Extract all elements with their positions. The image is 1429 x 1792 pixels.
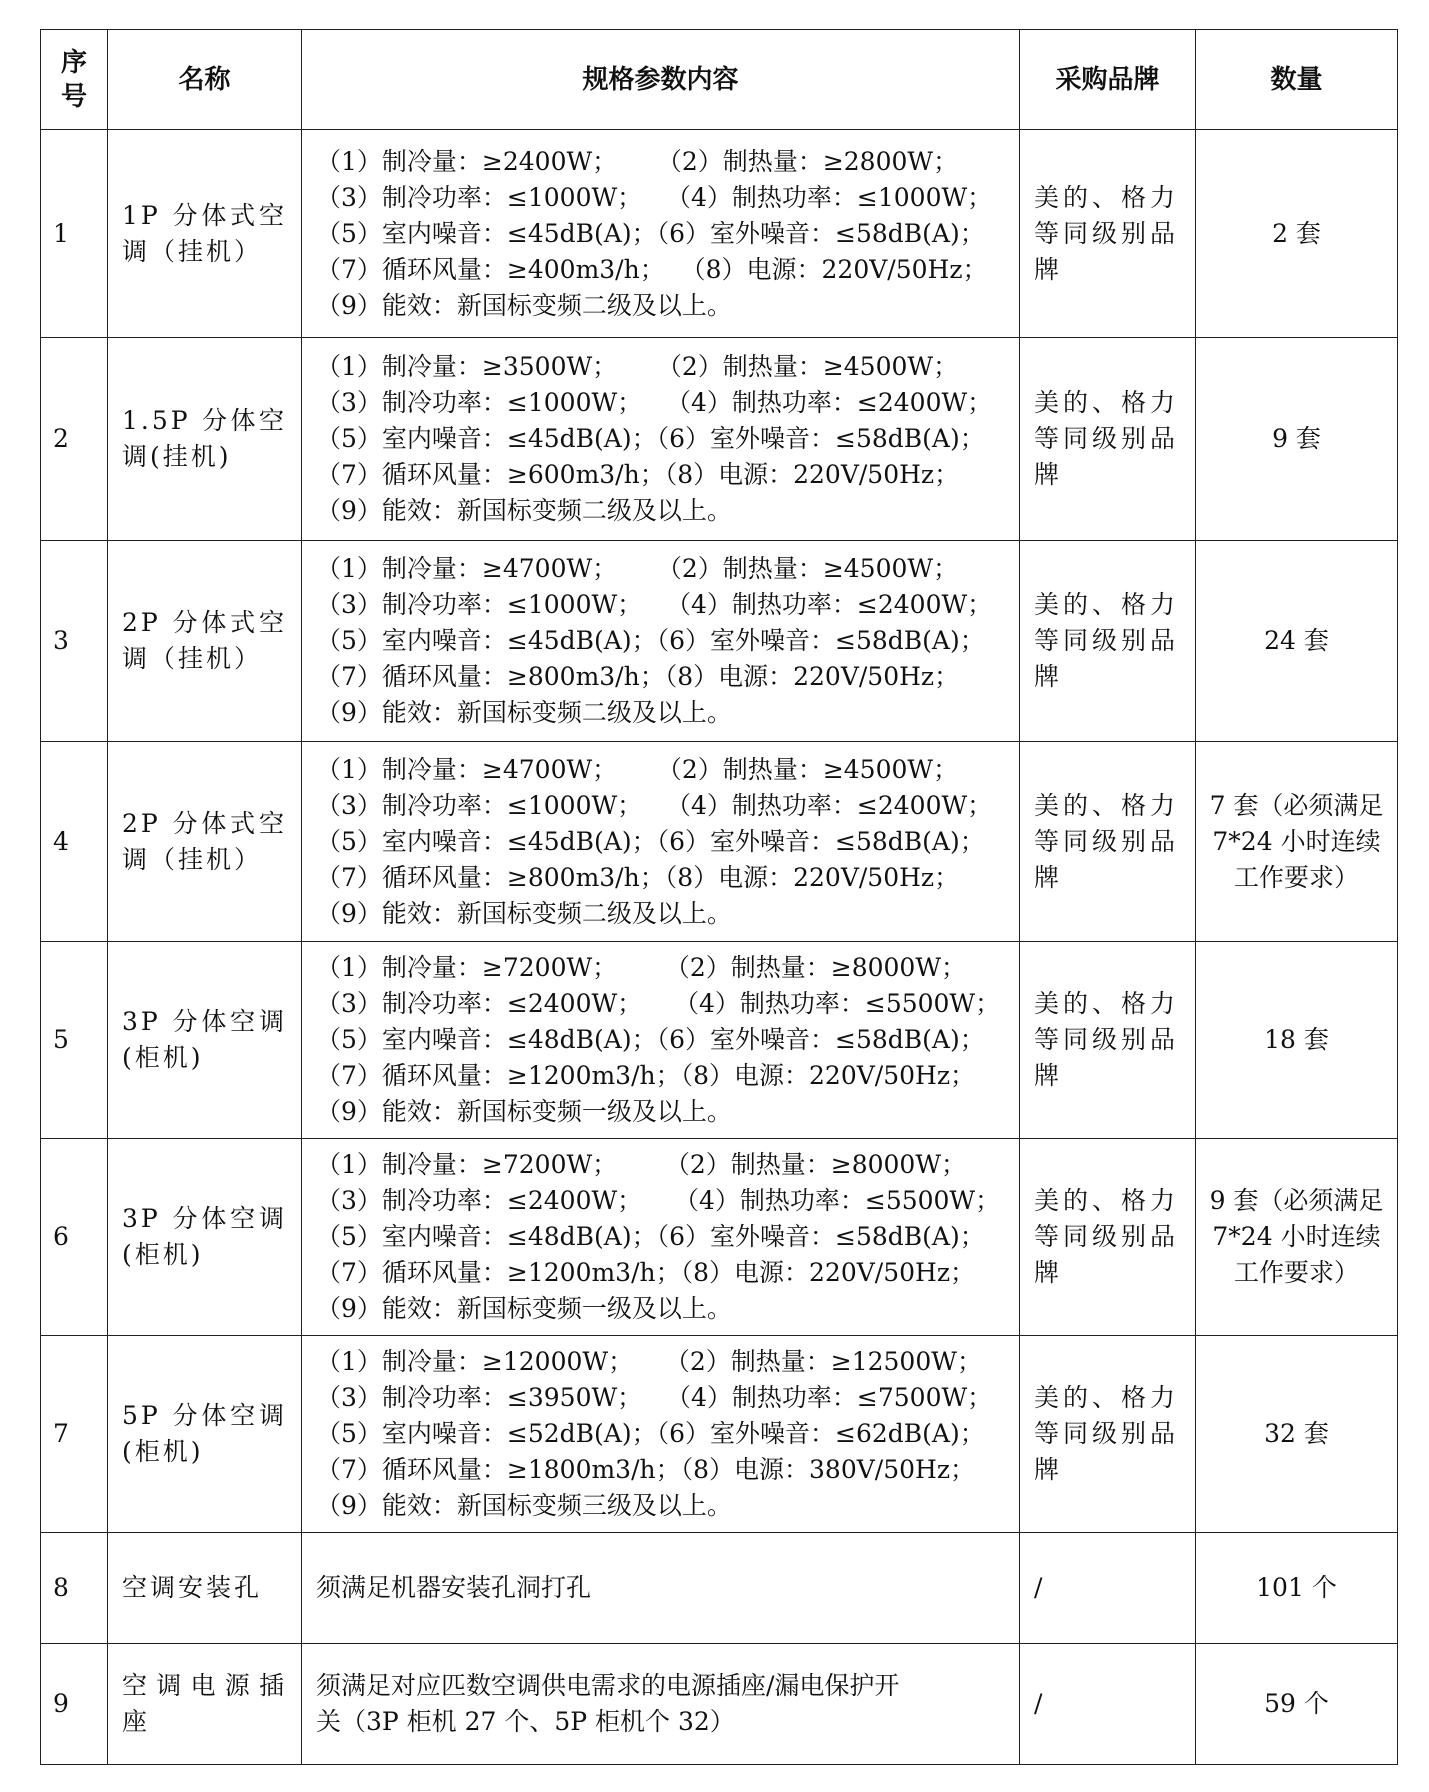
table-row	[41, 1336, 1398, 1533]
table-row	[41, 1644, 1398, 1765]
spec-line: （5）室内噪音：≤52dB(A)；（6）室外噪音：≤62dB(A)；	[316, 1419, 985, 1448]
brand: /	[1020, 1533, 1196, 1644]
table-body	[41, 130, 1398, 1765]
table-row	[41, 1139, 1398, 1336]
spec-line: （7）循环风量：≥1800m3/h；（8）电源：380V/50Hz；	[316, 1455, 975, 1484]
spec-line: （9）能效：新国标变频一级及以上。	[316, 1294, 732, 1323]
header-name: 名称	[108, 30, 302, 130]
row-number: 4	[41, 742, 108, 942]
item-name: 2P 分体式空调（挂机）	[108, 541, 302, 742]
header-spec: 规格参数内容	[302, 30, 1020, 130]
spec-line: （3）制冷功率：≤2400W； （4）制热功率：≤5500W；	[316, 989, 1001, 1018]
spec-content	[302, 1533, 1020, 1644]
spec-line: （7）循环风量：≥800m3/h；（8）电源：220V/50Hz；	[316, 662, 960, 691]
quantity: 9 套	[1196, 338, 1398, 541]
spec-line: （9）能效：新国标变频一级及以上。	[316, 1097, 732, 1126]
spec-content	[302, 541, 1020, 742]
header-no: 序号	[41, 30, 108, 130]
quantity: 2 套	[1196, 130, 1398, 338]
spec-line: （7）循环风量：≥600m3/h；（8）电源：220V/50Hz；	[316, 460, 960, 489]
row-number: 6	[41, 1139, 108, 1336]
quantity: 18 套	[1196, 942, 1398, 1139]
spec-line: （1）制冷量：≥7200W； （2）制热量：≥8000W；	[316, 953, 967, 982]
spec-line: 须满足对应匹数空调供电需求的电源插座/漏电保护开	[316, 1671, 900, 1700]
item-name: 3P 分体空调(柜机)	[108, 1139, 302, 1336]
header-brand: 采购品牌	[1020, 30, 1196, 130]
quantity: 59 个	[1196, 1644, 1398, 1765]
brand: 美的、格力等同级别品牌	[1020, 338, 1196, 541]
spec-line: （1）制冷量：≥3500W； （2）制热量：≥4500W；	[316, 352, 959, 381]
spec-content	[302, 130, 1020, 338]
spec-content	[302, 1139, 1020, 1336]
procurement-table	[40, 29, 1398, 1765]
item-name: 1P 分体式空调（挂机）	[108, 130, 302, 338]
item-name: 1.5P 分体空调(挂机)	[108, 338, 302, 541]
brand: /	[1020, 1644, 1196, 1765]
table-row	[41, 942, 1398, 1139]
spec-line: （1）制冷量：≥4700W； （2）制热量：≥4500W；	[316, 754, 959, 784]
row-number: 9	[41, 1644, 108, 1765]
spec-line: （3）制冷功率：≤2400W； （4）制热功率：≤5500W；	[316, 1186, 1001, 1215]
spec-line: （9）能效：新国标变频二级及以上。	[316, 496, 732, 525]
item-name: 2P 分体式空调（挂机）	[108, 742, 302, 942]
table-row	[41, 541, 1398, 742]
table-row	[41, 1533, 1398, 1644]
quantity: 7 套（必须满足7*24 小时连续工作要求）	[1196, 742, 1398, 942]
spec-line: 须满足机器安装孔洞打孔	[316, 1573, 592, 1602]
table-row	[41, 338, 1398, 541]
spec-line: （5）室内噪音：≤45dB(A)；（6）室外噪音：≤58dB(A)；	[316, 626, 985, 655]
item-name: 空调电源插座	[108, 1644, 302, 1765]
row-number: 2	[41, 338, 108, 541]
spec-line: （5）室内噪音：≤48dB(A)；（6）室外噪音：≤58dB(A)；	[316, 1025, 985, 1054]
spec-line: （7）循环风量：≥1200m3/h；（8）电源：220V/50Hz；	[316, 1061, 975, 1090]
table-row	[41, 742, 1398, 942]
spec-line: （5）室内噪音：≤45dB(A)；（6）室外噪音：≤58dB(A)；	[316, 218, 985, 248]
spec-line: （3）制冷功率：≤1000W； （4）制热功率：≤2400W；	[316, 790, 993, 820]
spec-content	[302, 742, 1020, 942]
spec-line: （5）室内噪音：≤45dB(A)；（6）室外噪音：≤58dB(A)；	[316, 424, 985, 453]
row-number: 8	[41, 1533, 108, 1644]
row-number: 7	[41, 1336, 108, 1533]
spec-line: （9）能效：新国标变频二级及以上。	[316, 290, 732, 320]
spec-line: （1）制冷量：≥7200W； （2）制热量：≥8000W；	[316, 1150, 967, 1179]
spec-line: （7）循环风量：≥400m3/h； （8）电源：220V/50Hz；	[316, 254, 988, 284]
row-number: 5	[41, 942, 108, 1139]
brand: 美的、格力等同级别品牌	[1020, 942, 1196, 1139]
quantity: 101 个	[1196, 1533, 1398, 1644]
brand: 美的、格力等同级别品牌	[1020, 742, 1196, 942]
spec-line: （3）制冷功率：≤1000W； （4）制热功率：≤2400W；	[316, 388, 993, 417]
spec-line: 关（3P 柜机 27 个、5P 柜机个 32）	[316, 1707, 735, 1736]
row-number: 3	[41, 541, 108, 742]
table-row	[41, 130, 1398, 338]
brand: 美的、格力等同级别品牌	[1020, 541, 1196, 742]
spec-line: （5）室内噪音：≤48dB(A)；（6）室外噪音：≤58dB(A)；	[316, 1222, 985, 1251]
brand: 美的、格力等同级别品牌	[1020, 1336, 1196, 1533]
quantity: 9 套（必须满足7*24 小时连续工作要求）	[1196, 1139, 1398, 1336]
header-qty: 数量	[1196, 30, 1398, 130]
spec-line: （5）室内噪音：≤45dB(A)；（6）室外噪音：≤58dB(A)；	[316, 826, 985, 856]
spec-line: （7）循环风量：≥1200m3/h；（8）电源：220V/50Hz；	[316, 1258, 975, 1287]
spec-line: （1）制冷量：≥12000W； （2）制热量：≥12500W；	[316, 1347, 982, 1376]
spec-line: （9）能效：新国标变频二级及以上。	[316, 698, 732, 727]
spec-content	[302, 1336, 1020, 1533]
spec-content	[302, 1644, 1020, 1765]
spec-content	[302, 942, 1020, 1139]
brand: 美的、格力等同级别品牌	[1020, 1139, 1196, 1336]
row-number: 1	[41, 130, 108, 338]
spec-line: （7）循环风量：≥800m3/h；（8）电源：220V/50Hz；	[316, 862, 960, 892]
item-name: 空调安装孔	[108, 1533, 302, 1644]
spec-line: （9）能效：新国标变频二级及以上。	[316, 898, 732, 928]
spec-line: （3）制冷功率：≤3950W； （4）制热功率：≤7500W；	[316, 1383, 993, 1412]
item-name: 3P 分体空调(柜机)	[108, 942, 302, 1139]
spec-content	[302, 338, 1020, 541]
quantity: 24 套	[1196, 541, 1398, 742]
quantity: 32 套	[1196, 1336, 1398, 1533]
brand: 美的、格力等同级别品牌	[1020, 130, 1196, 338]
header-row	[41, 30, 1398, 130]
spec-line: （1）制冷量：≥4700W； （2）制热量：≥4500W；	[316, 554, 959, 583]
spec-line: （1）制冷量：≥2400W； （2）制热量：≥2800W；	[316, 146, 959, 176]
spec-line: （9）能效：新国标变频三级及以上。	[316, 1491, 732, 1520]
spec-line: （3）制冷功率：≤1000W； （4）制热功率：≤2400W；	[316, 590, 993, 619]
spec-line: （3）制冷功率：≤1000W； （4）制热功率：≤1000W；	[316, 182, 993, 212]
item-name: 5P 分体空调(柜机)	[108, 1336, 302, 1533]
